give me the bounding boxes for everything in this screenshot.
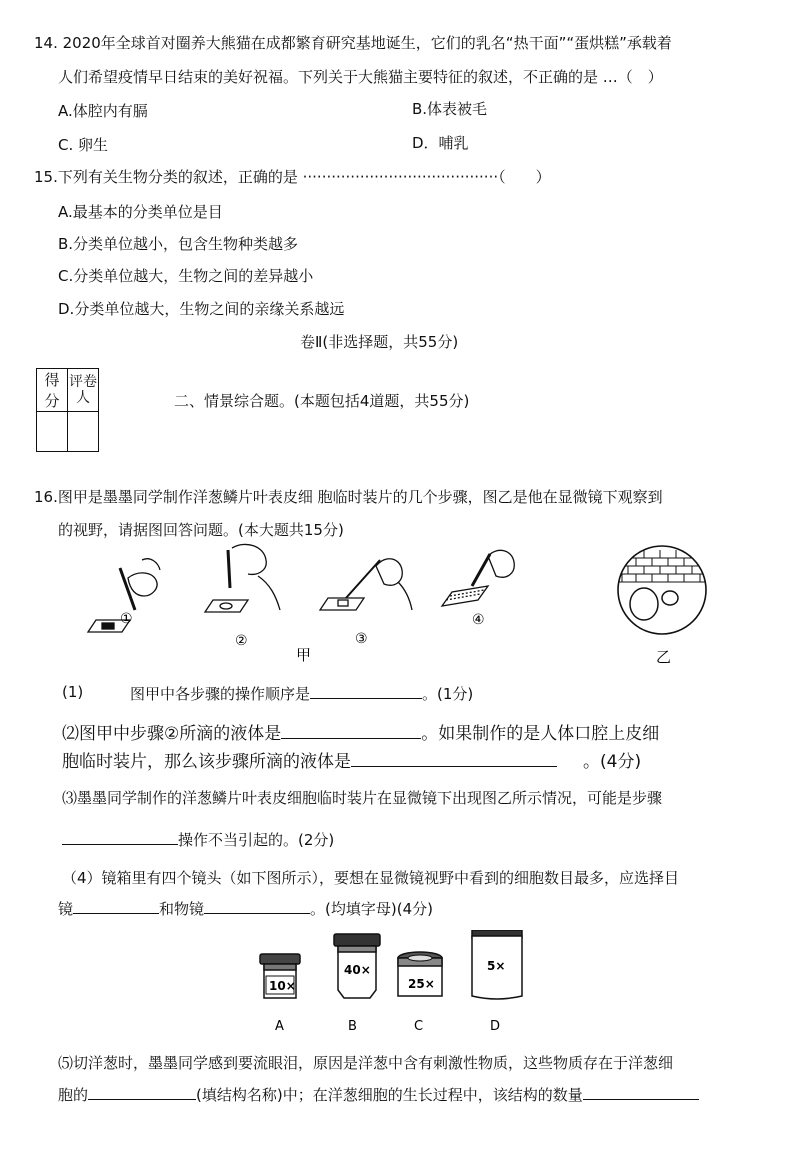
q16-sub2-answer-blank1[interactable] bbox=[281, 737, 421, 739]
volume-title: 卷Ⅱ(非选择题，共55分) bbox=[300, 333, 459, 351]
q16-sub2-line2 bbox=[62, 747, 641, 772]
figure-jia-steps bbox=[80, 540, 520, 670]
air-bubble-1 bbox=[630, 588, 658, 620]
step4-label: ④ bbox=[472, 612, 485, 628]
q16-sub1-num: (1) bbox=[62, 683, 84, 701]
q14-stem-line2: 人们希望疫情早日结束的美好祝福。下列关于大熊猫主要特征的叙述，不正确的是 …（ ） bbox=[58, 68, 663, 86]
lens-a-letter: A bbox=[275, 1019, 284, 1034]
q16-sub1-text: 图甲中各步骤的操作顺序是 bbox=[130, 685, 311, 703]
q16-sub4-line1: （4）镜箱里有四个镜头（如下图所示），要想在显微镜视野中看到的细胞数目最多，应选择目 bbox=[62, 869, 680, 887]
q16-sub5-answer-blank2[interactable] bbox=[583, 1098, 699, 1100]
q14-option-a: A.体腔内有膈 bbox=[58, 102, 148, 120]
q14-stem-line1: 14. 2020年全球首对圈养大熊猫在成都繁育研究基地诞生，它们的乳名“热干面”“蛋烘糕”承载着 bbox=[34, 34, 672, 52]
q16-sub5-text-b2: (填结构名称)中；在洋葱细胞的生长过程中，该结构的数量 bbox=[196, 1086, 583, 1104]
figure-yi-label: 乙 bbox=[656, 648, 672, 666]
q16-sub5-line1: ⑸切洋葱时，墨墨同学感到要流眼泪，原因是洋葱中含有刺激性物质，这些物质存在于洋葱细 bbox=[58, 1054, 674, 1072]
grader-cell bbox=[68, 412, 99, 452]
q16-sub2-answer-blank2[interactable] bbox=[351, 765, 557, 767]
lens-c-letter: C bbox=[414, 1019, 424, 1034]
q16-sub2-text-a: ⑵图甲中步骤②所滴的液体是 bbox=[62, 724, 282, 744]
lens-d-mag: 5× bbox=[487, 959, 506, 973]
q15-stem: 15.下列有关生物分类的叙述，正确的是 ·········································（ ） bbox=[34, 168, 551, 186]
q16-sub2-text-c: 胞临时装片，那么该步骤所滴的液体是 bbox=[62, 752, 351, 772]
grader-label: 评卷人 bbox=[68, 369, 99, 412]
q16-sub5-line2 bbox=[58, 1084, 699, 1105]
q15-option-b: B.分类单位越小，包含生物种类越多 bbox=[58, 235, 299, 253]
q14-option-d: D．哺乳 bbox=[412, 134, 469, 152]
step2-label: ② bbox=[235, 633, 248, 649]
q15-option-a: A.最基本的分类单位是目 bbox=[58, 203, 223, 221]
section2-heading: 二、情景综合题。(本题包括4道题，共55分) bbox=[174, 392, 470, 410]
q16-sub2-text-d: 。(4分) bbox=[583, 752, 642, 772]
grade-score-cell bbox=[37, 412, 68, 452]
q16-sub3-text-b: 操作不当引起的。(2分) bbox=[178, 831, 335, 849]
q16-sub5-text-b1: 胞的 bbox=[58, 1086, 89, 1104]
step3-label: ③ bbox=[355, 631, 368, 647]
lens-figure bbox=[250, 930, 540, 1040]
lens-b-letter: B bbox=[348, 1019, 357, 1034]
air-bubble-2 bbox=[662, 591, 678, 605]
q16-sub4-line2 bbox=[58, 898, 433, 919]
q16-stem-line1: 16.图甲是墨墨同学制作洋葱鳞片叶表皮细 胞临时装片的几个步骤，图乙是他在显微镜下观察到 bbox=[34, 488, 663, 506]
q14-option-c: C. 卵生 bbox=[58, 136, 109, 154]
lens-b-mag: 40× bbox=[344, 963, 371, 977]
figure-jia-label: 甲 bbox=[296, 646, 312, 664]
q16-stem-line2: 的视野，请据图回答问题。(本大题共15分) bbox=[58, 521, 344, 539]
q16-sub3-line1: ⑶墨墨同学制作的洋葱鳞片叶表皮细胞临时装片在显微镜下出现图乙所示情况，可能是步骤 bbox=[62, 789, 663, 807]
q16-sub4-text-b1: 镜 bbox=[58, 900, 74, 918]
q16-sub3-answer-blank[interactable] bbox=[62, 843, 178, 845]
q16-sub2-text-b: 。如果制作的是人体口腔上皮细 bbox=[421, 724, 660, 744]
q16-sub1-answer-blank[interactable] bbox=[310, 697, 422, 699]
step3-illustration bbox=[320, 559, 412, 610]
q16-sub5-answer-blank1[interactable] bbox=[88, 1098, 196, 1100]
q15-option-c: C.分类单位越大，生物之间的差异越小 bbox=[58, 267, 314, 285]
lens-d-letter: D bbox=[490, 1019, 501, 1034]
q16-sub4-text-b3: 。(均填字母)(4分) bbox=[310, 900, 433, 918]
step1-label: ① bbox=[120, 611, 133, 627]
q16-sub2-line1 bbox=[62, 719, 659, 744]
grade-box bbox=[36, 368, 99, 452]
q16-sub4-answer-blank2[interactable] bbox=[204, 912, 310, 914]
q14-option-b: B.体表被毛 bbox=[412, 100, 488, 118]
q16-sub1-line bbox=[130, 683, 473, 704]
step2-illustration bbox=[205, 544, 280, 612]
lens-c-mag: 25× bbox=[408, 977, 435, 991]
q15-option-d: D.分类单位越大，生物之间的亲缘关系越远 bbox=[58, 300, 345, 318]
lens-a-mag: 10× bbox=[269, 979, 296, 993]
step4-illustration bbox=[442, 550, 514, 606]
q16-sub1-tail: 。(1分) bbox=[422, 685, 474, 703]
q16-sub4-answer-blank1[interactable] bbox=[73, 912, 159, 914]
q16-sub4-text-b2: 和物镜 bbox=[159, 900, 205, 918]
q16-sub3-line2 bbox=[62, 829, 334, 850]
grade-score-label: 得分 bbox=[37, 369, 68, 412]
figure-yi-view bbox=[610, 542, 720, 667]
microscope-field-circle bbox=[618, 546, 706, 634]
